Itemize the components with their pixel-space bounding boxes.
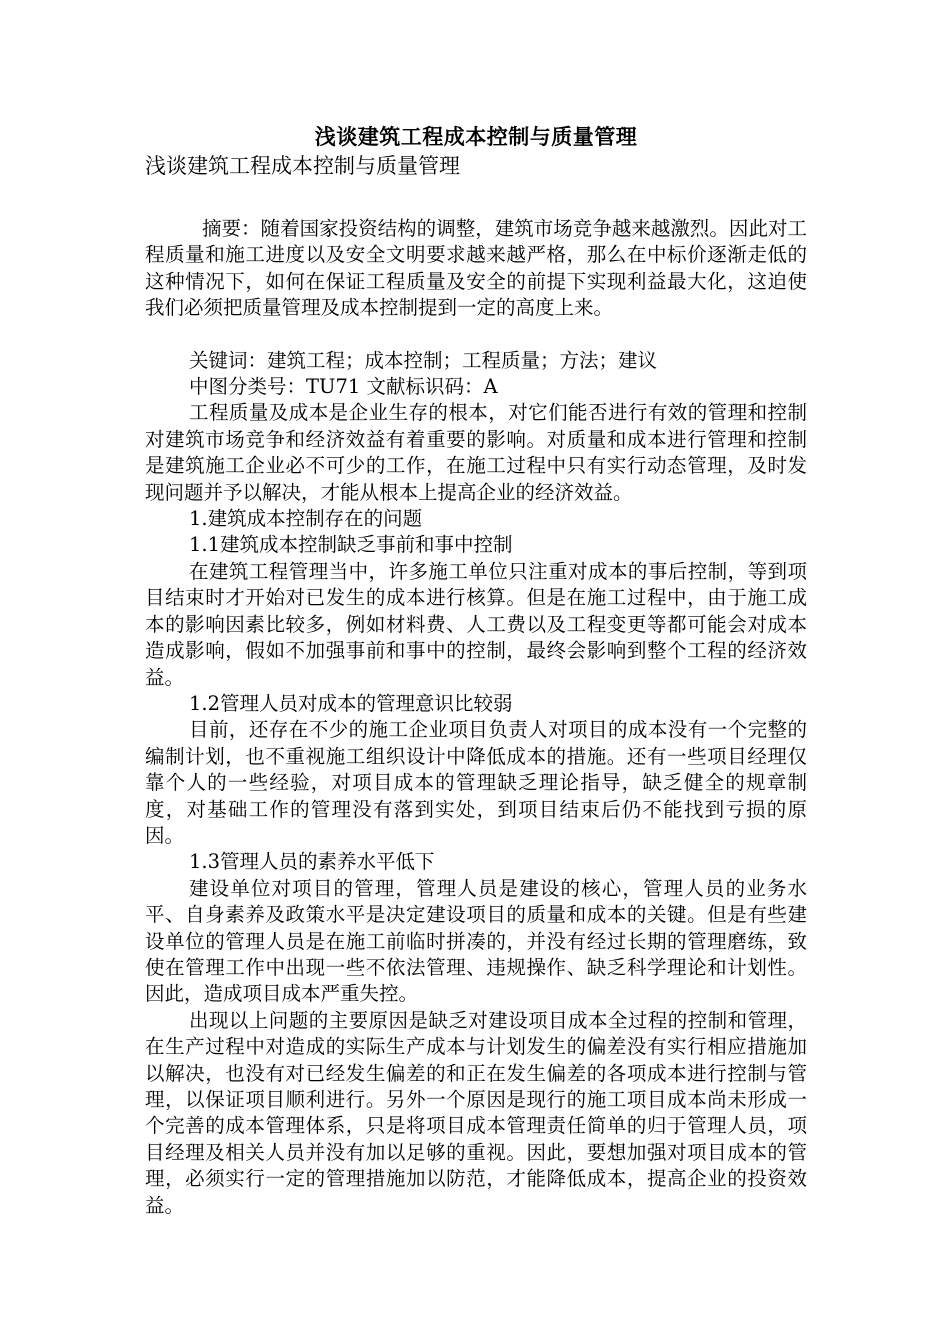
section-1-heading: 1.建筑成本控制存在的问题 <box>189 507 423 531</box>
section-1-3-heading: 1.3管理人员的素养水平低下 <box>189 850 435 874</box>
keywords-line: 关键词：建筑工程；成本控制；工程质量；方法；建议 <box>189 348 658 372</box>
section-1-2-paragraph: 目前，还存在不少的施工企业项目负责人对项目的成本没有一个完整的编制计划，也不重视施工组织设计中降低成本的措施。还有一些项目经理仅靠个人的一些经验，对项目成本的管理缺乏理论指导，缺乏健全的规章制度，对基础工作的管理没有落到实处，到项目结束后仍不能找到亏损的原因。 <box>145 718 807 847</box>
document-title: 浅谈建筑工程成本控制与质量管理 <box>314 124 638 149</box>
intro-paragraph: 工程质量及成本是企业生存的根本，对它们能否进行有效的管理和控制对建筑市场竞争和经济效益有着重要的影响。对质量和成本进行管理和控制是建筑施工企业必不可少的工作，在施工过程中只有实行动态管理，及时发现问题并予以解决，才能从根本上提高企业的经济效益。 <box>145 401 807 504</box>
document-subtitle: 浅谈建筑工程成本控制与质量管理 <box>145 154 460 178</box>
section-1-1-paragraph: 在建筑工程管理当中，许多施工单位只注重对成本的事后控制，等到项目结束时才开始对已发生的成本进行核算。但是在施工过程中，由于施工成本的影响因素比较多，例如材料费、人工费以及工程变更等都可能会对成本造成影响，假如不加强事前和事中的控制，最终会影响到整个工程的经济效益。 <box>145 559 807 689</box>
section-1-1-heading: 1.1建筑成本控制缺乏事前和事中控制 <box>189 533 513 557</box>
section-1-3-paragraph: 建设单位对项目的管理，管理人员是建设的核心，管理人员的业务水平、自身素养及政策水平是决定建设项目的质量和成本的关键。但是有些建设单位的管理人员是在施工前临时拼凑的，并没有经过长期的管理磨练，致使在管理工作中出现一些不依法管理、违规操作、缺乏科学理论和计划性。因此，造成项目成本严重失控。 <box>145 876 807 1006</box>
abstract-paragraph: 摘要：随着国家投资结构的调整，建筑市场竞争越来越激烈。因此对工程质量和施工进度以及安全文明要求越来越严格，那么在中标价逐渐走低的这种情况下，如何在保证工程质量及安全的前提下实现利益最大化，这迫使我们必须把质量管理及成本控制提到一定的高度上来。 <box>145 217 807 320</box>
summary-paragraph: 出现以上问题的主要原因是缺乏对建设项目成本全过程的控制和管理，在生产过程中对造成的实际生产成本与计划发生的偏差没有实行相应措施加以解决，也没有对已经发生偏差的和正在发生偏差的各项成本进行控制与管理，以保证项目顺利进行。另外一个原因是现行的施工项目成本尚未形成一个完善的成本管理体系，只是将项目成本管理责任简单的归于管理人员，项目经理及相关人员并没有加以足够的重视。因此，要想加强对项目成本的管理，必须实行一定的管理措施加以防范，才能降低成本，提高企业的投资效益。 <box>145 1008 807 1217</box>
document-page <box>145 122 807 1219</box>
classification-line: 中图分类号：TU71 文献标识码：A <box>189 375 498 399</box>
section-1-2-heading: 1.2管理人员对成本的管理意识比较弱 <box>189 691 513 715</box>
